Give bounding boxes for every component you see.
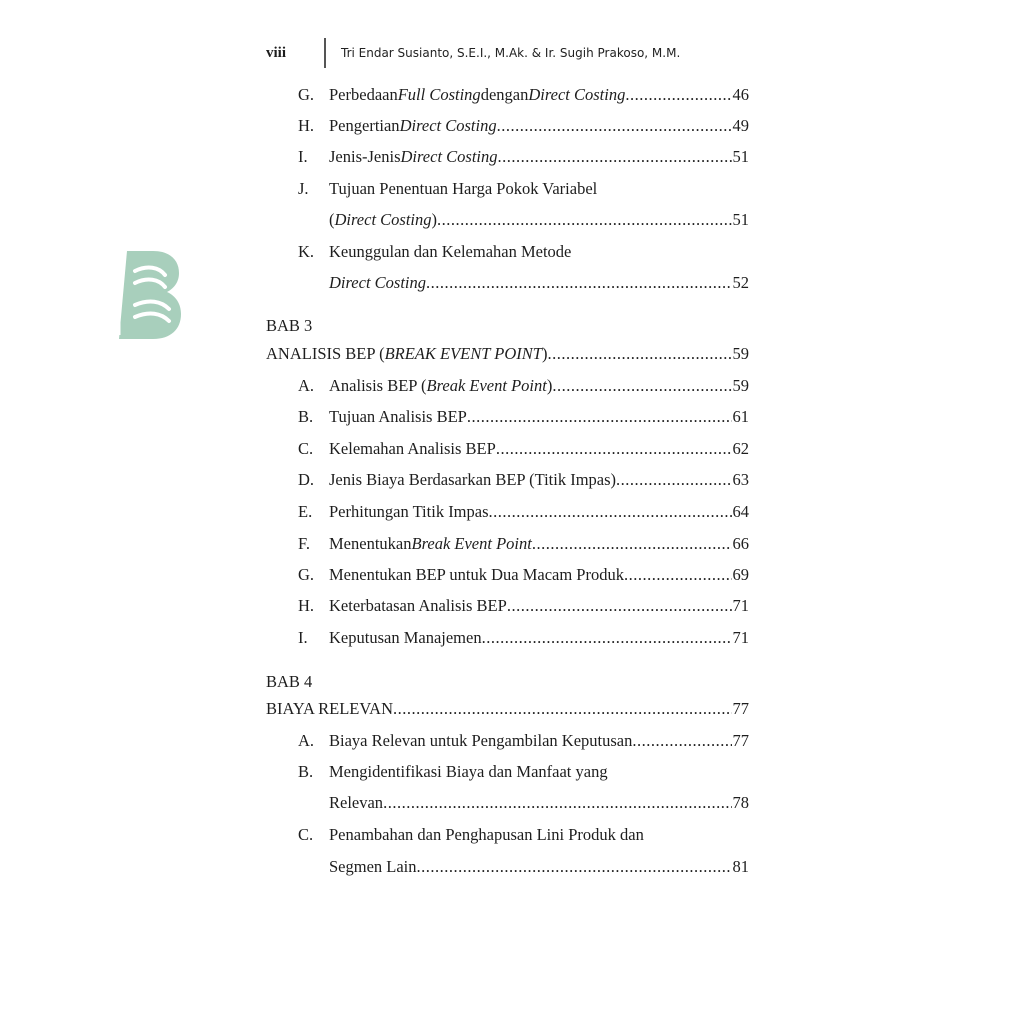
publisher-logo-icon	[113, 247, 183, 346]
toc-letter: F.	[298, 534, 310, 553]
toc-text: Kelemahan Analisis BEP	[329, 439, 496, 458]
toc-page-number: 59	[732, 376, 749, 395]
dot-leader	[467, 407, 732, 427]
toc-page-number: 51	[732, 147, 749, 166]
toc-letter: C.	[298, 825, 314, 844]
toc-entry[interactable]	[329, 793, 749, 815]
toc-page-number: 52	[732, 273, 749, 292]
dot-leader	[383, 793, 731, 813]
toc-text-italic: Direct Costing	[400, 147, 498, 166]
dot-leader	[393, 699, 732, 719]
chapter-label: BAB 4	[266, 672, 313, 691]
toc-text: Perbedaan	[329, 85, 398, 104]
dot-leader	[632, 731, 731, 751]
dot-leader	[547, 344, 731, 364]
toc-entry[interactable]	[329, 85, 749, 107]
page-number: viii	[266, 44, 287, 61]
toc-text-italic: BREAK EVENT POINT	[384, 344, 542, 363]
toc-page-number: 66	[732, 534, 749, 553]
toc-text-italic: Full Costing	[397, 85, 481, 104]
toc-letter: K.	[298, 242, 315, 261]
running-header	[266, 38, 680, 68]
toc-page-number: 77	[732, 731, 749, 750]
toc-page-number: 71	[732, 596, 749, 615]
toc-text: Relevan	[329, 793, 384, 812]
toc-letter: H.	[298, 116, 315, 135]
toc-page-number: 64	[732, 502, 749, 521]
dot-leader	[489, 502, 732, 522]
dot-leader	[497, 116, 732, 136]
toc-text: Perhitungan Titik Impas	[329, 502, 489, 521]
toc-letter: G.	[298, 85, 315, 104]
toc-page-number: 81	[732, 857, 749, 876]
toc-entry[interactable]	[329, 147, 749, 169]
toc-entry[interactable]	[329, 116, 749, 138]
toc-entry[interactable]	[329, 273, 749, 295]
toc-entry[interactable]	[329, 534, 749, 556]
toc-entry[interactable]	[329, 596, 749, 618]
toc-page-number: 78	[732, 793, 749, 812]
toc-letter: I.	[298, 147, 308, 166]
toc-text: )	[541, 344, 548, 363]
toc-text-italic: Break Event Point	[426, 376, 547, 395]
toc-text: Segmen Lain	[329, 857, 417, 876]
toc-text-italic: Direct Costing	[329, 273, 427, 292]
toc-page-number: 61	[732, 407, 749, 426]
toc-text: )	[431, 210, 438, 229]
toc-page-number: 77	[732, 699, 749, 718]
toc-text[interactable]: Mengidentifikasi Biaya dan Manfaat yang	[329, 762, 608, 781]
toc-entry[interactable]	[329, 407, 749, 429]
dot-leader	[437, 210, 731, 230]
toc-page-number: 59	[732, 344, 749, 363]
toc-text-italic: Direct Costing	[399, 116, 497, 135]
toc-page-number: 49	[732, 116, 749, 135]
toc-text: BIAYA RELEVAN	[266, 699, 393, 718]
toc-text: Jenis Biaya Berdasarkan BEP (Titik Impas)	[329, 470, 617, 489]
toc-page-number: 71	[732, 628, 749, 647]
toc-text: dengan	[480, 85, 529, 104]
chapter-title[interactable]	[266, 699, 749, 721]
dot-leader	[616, 470, 731, 490]
toc-letter: J.	[298, 179, 309, 198]
dot-leader	[498, 147, 732, 167]
toc-text-italic: Direct Costing	[528, 85, 626, 104]
toc-text: Biaya Relevan untuk Pengambilan Keputusan	[329, 731, 633, 750]
toc-letter: A.	[298, 731, 315, 750]
toc-text: (	[329, 210, 335, 229]
toc-entry[interactable]	[329, 857, 749, 879]
dot-leader	[552, 376, 731, 396]
toc-letter: C.	[298, 439, 314, 458]
dot-leader	[496, 439, 732, 459]
chapter-label: BAB 3	[266, 316, 313, 335]
toc-entry[interactable]	[329, 731, 749, 753]
toc-page-number: 51	[732, 210, 749, 229]
toc-text: Menentukan BEP untuk Dua Macam Produk	[329, 565, 624, 584]
toc-text[interactable]: Penambahan dan Penghapusan Lini Produk dan	[329, 825, 644, 844]
toc-page-number: 63	[732, 470, 749, 489]
toc-letter: I.	[298, 628, 308, 647]
toc-text: Tujuan Analisis BEP	[329, 407, 467, 426]
dot-leader	[417, 857, 732, 877]
toc-page-number: 69	[732, 565, 749, 584]
toc-entry[interactable]	[329, 565, 749, 587]
toc-text[interactable]: Tujuan Penentuan Harga Pokok Variabel	[329, 179, 598, 198]
toc-text: )	[546, 376, 553, 395]
toc-text-italic: Break Event Point	[411, 534, 532, 553]
toc-text: Keterbatasan Analisis BEP	[329, 596, 507, 615]
toc-letter: G.	[298, 565, 315, 584]
dot-leader	[625, 85, 731, 105]
dot-leader	[426, 273, 731, 293]
toc-letter: B.	[298, 762, 314, 781]
toc-text-italic: Direct Costing	[334, 210, 432, 229]
toc-entry[interactable]	[329, 628, 749, 650]
dot-leader	[507, 596, 732, 616]
toc-text: Pengertian	[329, 116, 400, 135]
toc-entry[interactable]	[329, 502, 749, 524]
header-authors: Tri Endar Susianto, S.E.I., M.Ak. & Ir. Sugih Prakoso, M.M.	[341, 46, 681, 60]
toc-entry[interactable]	[329, 439, 749, 461]
toc-entry[interactable]	[329, 376, 749, 398]
toc-text: Keputusan Manajemen	[329, 628, 482, 647]
toc-text: Menentukan	[329, 534, 412, 553]
dot-leader	[482, 628, 732, 648]
dot-leader	[532, 534, 732, 554]
chapter-title[interactable]	[266, 344, 749, 366]
toc-letter: B.	[298, 407, 314, 426]
toc-letter: D.	[298, 470, 315, 489]
toc-entry[interactable]	[329, 210, 749, 232]
header-divider	[324, 38, 326, 68]
toc-entry[interactable]	[329, 470, 749, 492]
dot-leader	[624, 565, 732, 585]
toc-text[interactable]: Keunggulan dan Kelemahan Metode	[329, 242, 572, 261]
toc-letter: A.	[298, 376, 315, 395]
toc-text: Jenis-Jenis	[329, 147, 401, 166]
toc-letter: E.	[298, 502, 313, 521]
toc-text: ANALISIS BEP (	[266, 344, 385, 363]
toc-page-number: 62	[732, 439, 749, 458]
toc-text: Analisis BEP (	[329, 376, 427, 395]
toc-page-number: 46	[732, 85, 749, 104]
toc-letter: H.	[298, 596, 315, 615]
